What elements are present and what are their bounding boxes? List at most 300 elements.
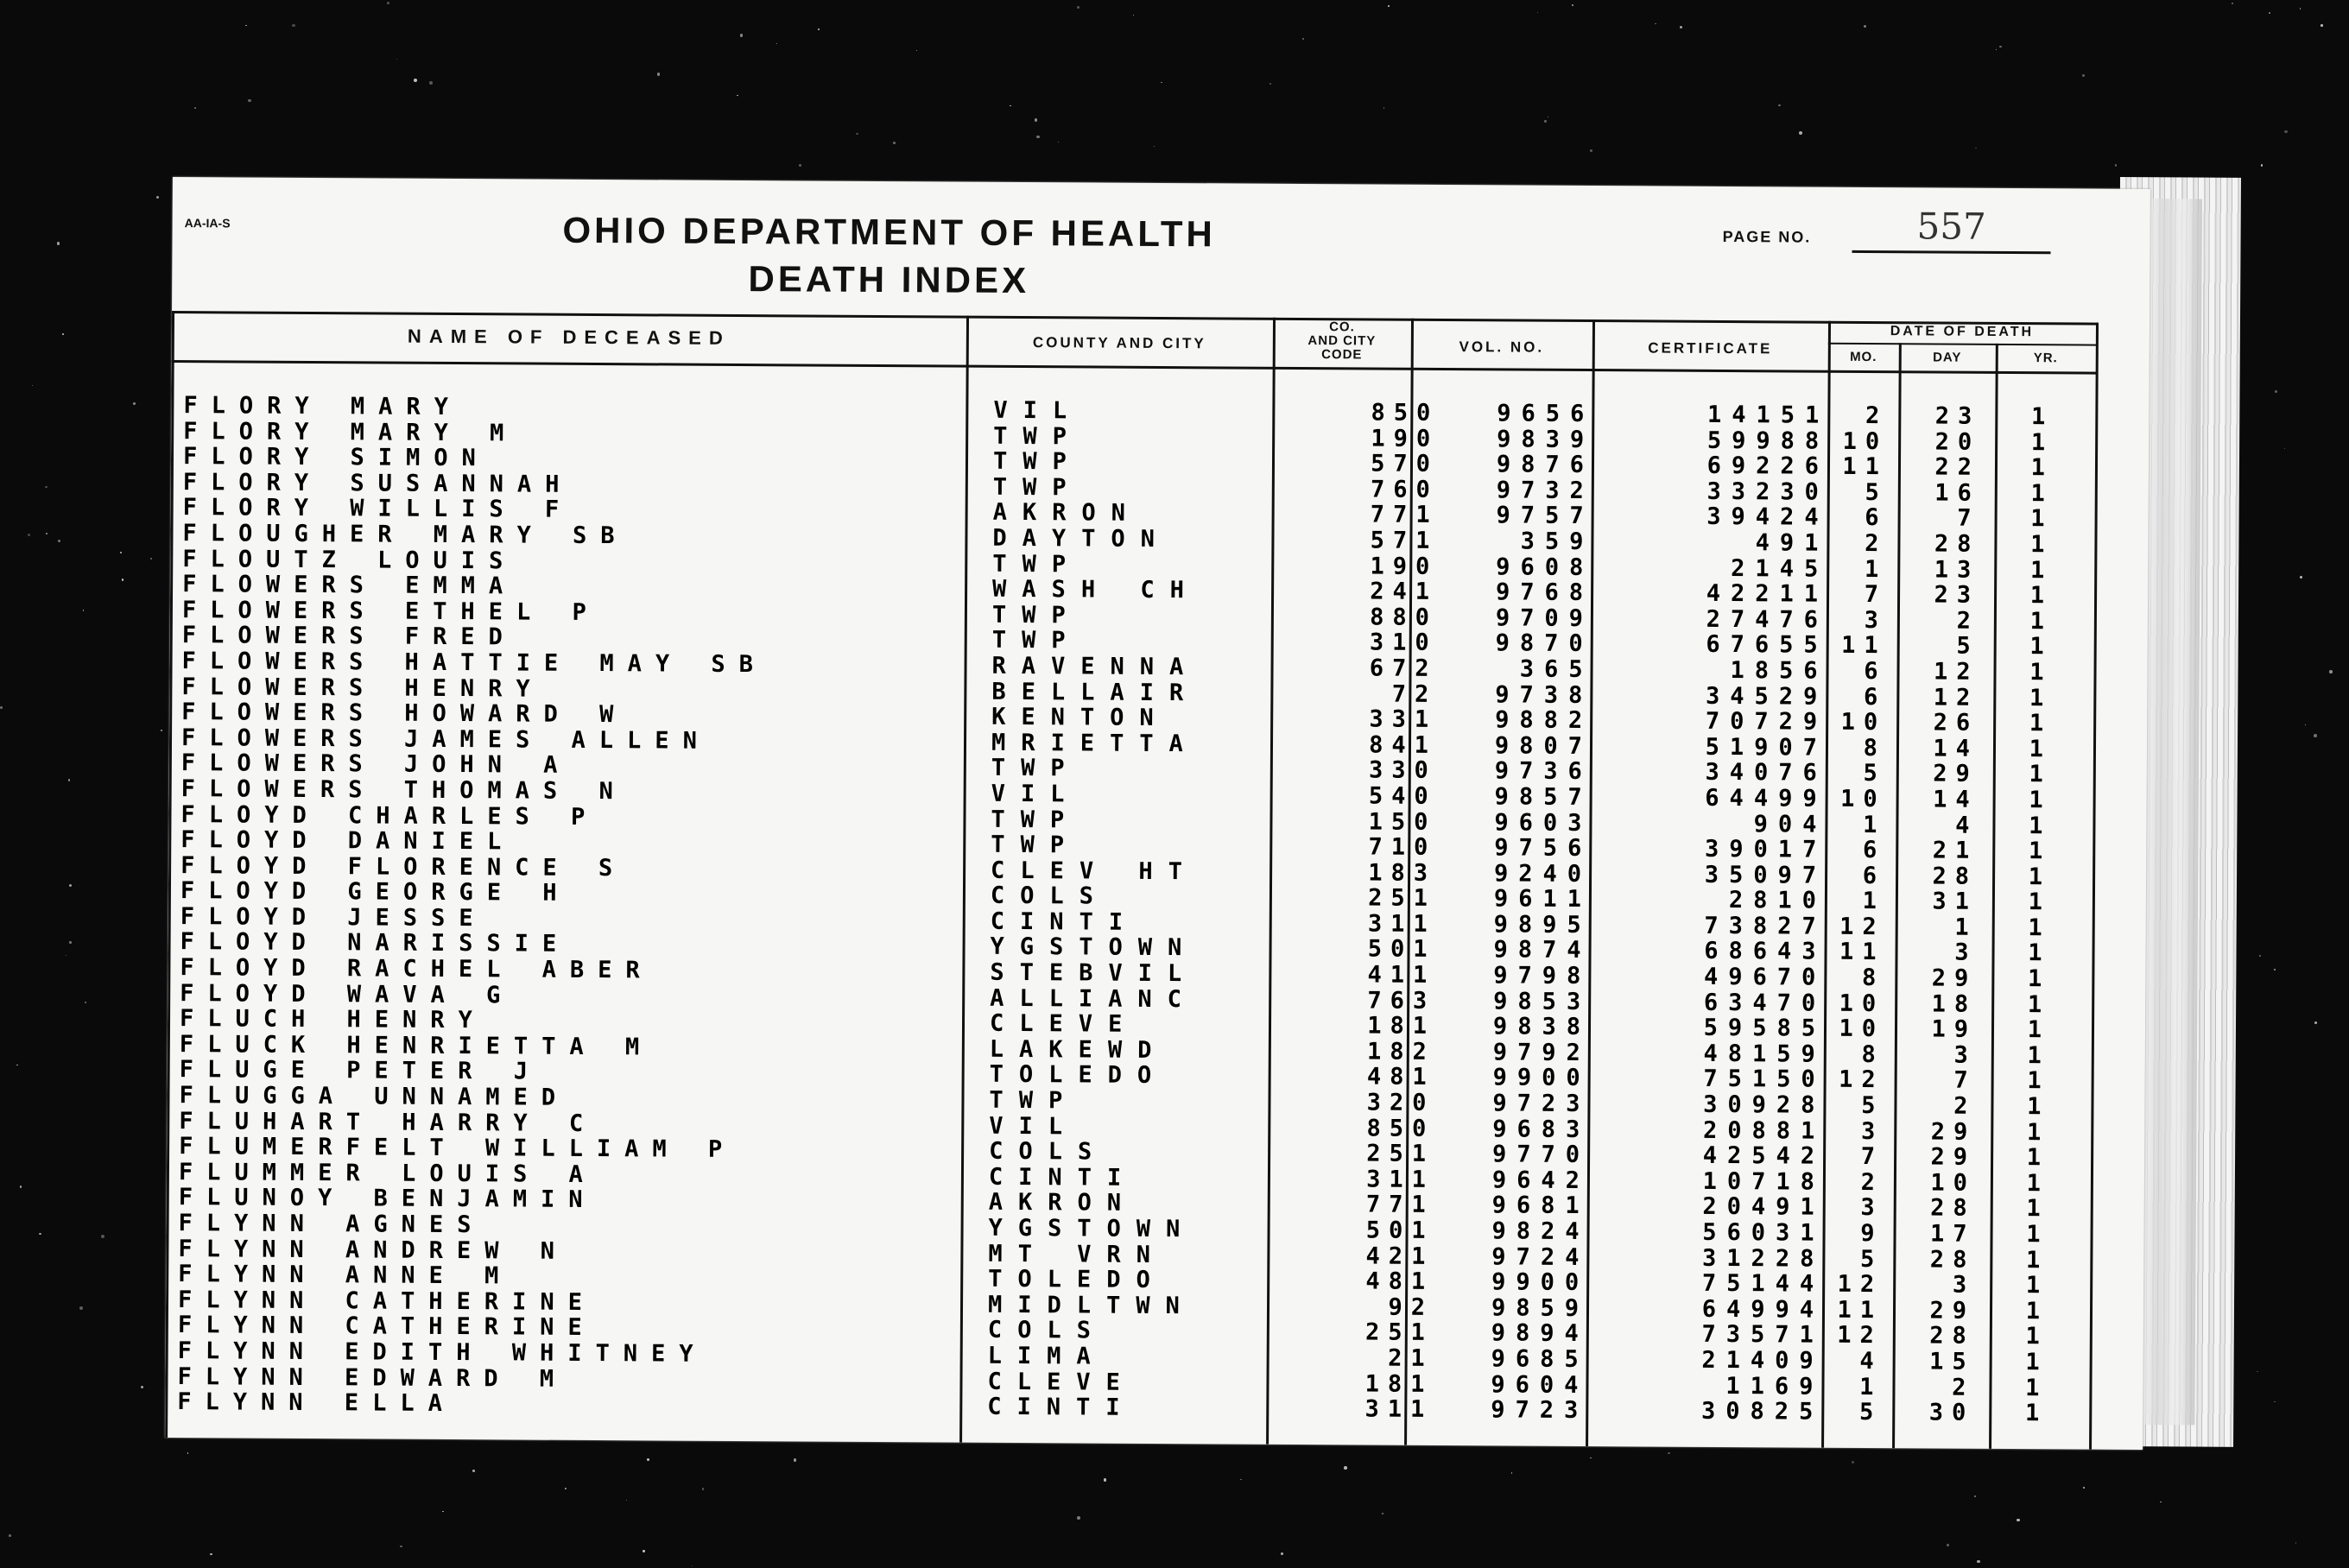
cell-vol: 9642: [1491, 1167, 1591, 1194]
cell-cert: 2145: [1731, 554, 1829, 583]
cell-vol: 9792: [1492, 1039, 1591, 1066]
cell-mo: 7: [1864, 581, 1888, 609]
cell-vol: 9611: [1493, 885, 1592, 914]
cell-mo: 4: [1859, 1347, 1883, 1375]
cell-name: FLYNN EDWARD M: [177, 1363, 568, 1393]
cell-mo: 5: [1858, 1399, 1883, 1426]
cell-name: FLYNN ANNE M: [178, 1261, 513, 1290]
page-number-label: PAGE NO.: [1722, 227, 1812, 246]
cell-vol: 359: [1520, 528, 1594, 556]
cell-yr: 1: [2030, 479, 2045, 508]
cell-name: FLUHART HARRY C: [179, 1107, 598, 1137]
cell-day: 22: [1934, 453, 1981, 481]
cell-county: TWP: [991, 755, 1080, 782]
cell-yr: 1: [2025, 1323, 2040, 1350]
cell-name: FLOYD WAVA G: [180, 979, 515, 1009]
cell-cert: 10718: [1702, 1167, 1826, 1196]
cell-county: KENTON: [991, 703, 1169, 732]
cell-cert: 73571: [1701, 1321, 1824, 1350]
cell-cert: 64499: [1705, 784, 1827, 812]
cell-mo: 6: [1862, 837, 1886, 864]
cell-mo: 1: [1859, 1373, 1883, 1400]
cell-mo: 2: [1860, 1168, 1884, 1196]
cell-vol: 9859: [1491, 1294, 1590, 1322]
cell-mo: 2: [1865, 529, 1888, 558]
cell-county: LAKEWD: [989, 1035, 1168, 1064]
cell-day: 28: [1929, 1322, 1975, 1350]
cell-day: 12: [1933, 683, 1979, 711]
cell-day: 13: [1934, 556, 1980, 584]
cell-county: TWP: [989, 1086, 1079, 1115]
cell-name: FLOWERS HOWARD W: [181, 699, 628, 729]
cell-yr: 1: [2030, 531, 2045, 559]
cell-name: FLUMERFELT WILLIAM P: [179, 1133, 737, 1164]
cell-cert: 34076: [1705, 759, 1827, 787]
header-bottom-rule: [172, 360, 2098, 375]
cell-code: 311: [1364, 1395, 1434, 1424]
cell-cert: 39424: [1706, 503, 1829, 532]
header-county: COUNTY AND CITY: [1032, 334, 1206, 352]
cell-yr: 1: [2029, 684, 2044, 711]
cell-code: 181: [1367, 1012, 1436, 1040]
cell-vol: 9603: [1494, 808, 1592, 837]
cell-county: CLEV HT: [991, 857, 1198, 885]
cell-cert: 59988: [1706, 427, 1830, 455]
cell-day: 17: [1929, 1220, 1976, 1248]
cell-cert: 73827: [1704, 912, 1827, 940]
cell-county: VIL: [993, 396, 1083, 425]
cell-county: COLS: [990, 882, 1110, 910]
cell-county: MIDLTWN: [987, 1291, 1195, 1320]
cell-mo: 5: [1865, 478, 1888, 506]
cell-vol: 9900: [1492, 1064, 1591, 1092]
cell-yr: 1: [2026, 1221, 2041, 1249]
cell-yr: 1: [2029, 582, 2045, 610]
cell-vol: 9824: [1491, 1217, 1590, 1246]
cell-day: 15: [1929, 1348, 1975, 1375]
cell-vol: 9798: [1493, 962, 1592, 990]
cell-day: 29: [1930, 1143, 1977, 1171]
cell-vol: 9838: [1492, 1013, 1592, 1041]
cell-name: FLORY SIMON: [182, 443, 490, 472]
death-index-rows: [165, 393, 2149, 1427]
cell-day: 28: [1929, 1246, 1976, 1274]
cell-code: 182: [1366, 1038, 1435, 1065]
cell-name: FLOYD RACHEL ABER: [180, 954, 654, 984]
cell-yr: 1: [2028, 965, 2042, 993]
cell-cert: 904: [1753, 810, 1827, 838]
cell-vol: 9604: [1491, 1370, 1589, 1399]
cell-mo: 1: [1863, 811, 1886, 838]
cell-yr: 1: [2030, 505, 2045, 533]
header-year: YR.: [2033, 351, 2058, 366]
cell-name: FLUMMER LOUIS A: [178, 1158, 597, 1188]
cell-mo: 11: [1841, 632, 1887, 660]
cell-mo: 11: [1842, 453, 1889, 481]
cell-day: 1: [1954, 914, 1978, 941]
cell-vol: 9895: [1493, 911, 1592, 939]
cell-name: FLOWERS ETHEL P: [181, 596, 600, 626]
cell-day: 29: [1931, 964, 1978, 992]
cell-mo: 7: [1860, 1143, 1884, 1171]
cell-mo: 6: [1863, 683, 1887, 711]
cell-county: MT VRN: [988, 1240, 1167, 1268]
cell-mo: 8: [1861, 1040, 1884, 1068]
cell-day: 19: [1931, 1015, 1978, 1044]
cell-cert: 64994: [1701, 1295, 1825, 1324]
cell-name: FLOYD CHARLES P: [180, 800, 599, 831]
cell-day: 14: [1933, 735, 1979, 762]
cell-yr: 1: [2027, 1093, 2042, 1121]
cell-mo: 12: [1837, 1270, 1884, 1299]
cell-code: 710: [1368, 833, 1437, 862]
cell-county: YGSTOWN: [988, 1214, 1196, 1243]
header-name: NAME OF DECEASED: [407, 325, 731, 349]
cell-county: STEBVIL: [990, 958, 1198, 988]
cell-yr: 1: [2028, 939, 2042, 967]
cell-yr: 1: [2029, 710, 2044, 737]
cell-mo: 12: [1837, 1322, 1883, 1350]
cell-code: 481: [1366, 1063, 1435, 1091]
page-number: 557: [1852, 205, 2050, 254]
cell-county: TWP: [991, 627, 1081, 654]
date-header-rule: [1828, 343, 2098, 346]
cell-yr: 1: [2025, 1272, 2041, 1299]
cell-mo: 1: [1864, 555, 1888, 583]
cell-vol: 9857: [1494, 783, 1592, 811]
cell-mo: 6: [1864, 657, 1887, 686]
cell-day: 29: [1929, 1297, 1976, 1325]
cell-yr: 1: [2027, 990, 2042, 1018]
cell-yr: 1: [2028, 863, 2043, 890]
header-cert: CERTIFICATE: [1648, 339, 1773, 357]
cell-vol: 9240: [1493, 860, 1592, 888]
cell-code: 92: [1388, 1293, 1434, 1321]
cell-vol: 9656: [1497, 400, 1595, 428]
cell-cert: 14151: [1706, 401, 1830, 429]
cell-county: TWP: [992, 473, 1082, 502]
cell-cert: 2810: [1728, 887, 1827, 914]
cell-yr: 1: [2027, 1067, 2042, 1095]
cell-mo: 8: [1863, 734, 1887, 762]
cell-code: 571: [1370, 527, 1439, 554]
cell-code: 190: [1371, 425, 1440, 452]
cell-yr: 1: [2030, 403, 2046, 431]
cell-cert: 51907: [1705, 733, 1828, 762]
cell-day: 26: [1933, 709, 1979, 737]
cell-cert: 20881: [1702, 1116, 1826, 1145]
cell-vol: 9757: [1496, 502, 1594, 530]
cell-county: TWP: [993, 422, 1083, 451]
cell-mo: 11: [1837, 1296, 1884, 1324]
cell-code: 150: [1368, 807, 1437, 836]
cell-vol: 9807: [1494, 732, 1593, 760]
cell-vol: 9870: [1495, 629, 1593, 658]
cell-cert: 1169: [1725, 1372, 1824, 1400]
cell-county: CLEVE: [989, 1010, 1138, 1039]
cell-name: FLOWERS THOMAS N: [180, 775, 627, 806]
cell-vol: 9681: [1491, 1192, 1590, 1220]
form-number: AA-IA-S: [184, 216, 231, 231]
cell-cert: 49670: [1703, 963, 1827, 991]
cell-name: FLUNOY BENJAMIN: [178, 1184, 597, 1214]
cell-code: 320: [1366, 1089, 1435, 1116]
cell-day: 4: [1955, 812, 1979, 839]
cell-county: CLEVE: [987, 1368, 1136, 1396]
cell-county: ALLIANC: [990, 984, 1198, 1013]
cell-day: 28: [1930, 1194, 1976, 1223]
cell-vol: 9900: [1491, 1268, 1590, 1297]
cell-code: 771: [1370, 501, 1439, 529]
cell-cert: 67655: [1706, 631, 1828, 660]
cell-county: VIL: [989, 1112, 1079, 1141]
cell-name: FLOWERS HENRY: [181, 673, 544, 703]
cell-vol: 9738: [1495, 680, 1593, 709]
cell-name: FLOUGHER MARY SB: [182, 520, 629, 550]
cell-mo: 6: [1862, 862, 1886, 889]
cell-code: 540: [1368, 782, 1437, 810]
cell-cert: 63470: [1703, 989, 1827, 1017]
cell-day: 2: [1953, 1092, 1977, 1120]
cell-code: 501: [1367, 935, 1436, 964]
cell-yr: 1: [2029, 556, 2045, 584]
cell-name: FLUGE PETER J: [179, 1056, 542, 1086]
cell-cert: 27476: [1706, 605, 1828, 634]
cell-yr: 1: [2028, 888, 2043, 916]
cell-code: 181: [1364, 1370, 1434, 1398]
cell-cert: 491: [1755, 529, 1829, 557]
cell-mo: 2: [1865, 401, 1889, 430]
cell-cert: 39017: [1704, 835, 1827, 863]
cell-mo: 3: [1864, 606, 1887, 634]
cell-code: 760: [1370, 476, 1439, 503]
cell-code: 241: [1370, 578, 1439, 606]
cell-code: 310: [1369, 629, 1438, 657]
cell-county: COLS: [987, 1317, 1106, 1345]
cell-day: 21: [1932, 837, 1979, 864]
cell-day: 7: [1957, 505, 1980, 533]
cell-cert: 31228: [1702, 1244, 1825, 1273]
cell-day: 5: [1956, 632, 1979, 661]
cell-name: FLUCH HENRY: [179, 1005, 486, 1034]
cell-name: FLORY MARY: [183, 392, 463, 421]
cell-cert: 48159: [1703, 1040, 1826, 1068]
cell-name: FLOWERS HATTIE MAY SB: [181, 648, 768, 679]
cell-cert: 75144: [1701, 1270, 1825, 1298]
cell-vol: 9709: [1495, 604, 1594, 632]
cell-day: 3: [1954, 939, 1978, 967]
cell-day: 10: [1930, 1169, 1977, 1197]
cell-day: 2: [1952, 1374, 1975, 1401]
cell-name: FLYNN CATHERINE: [177, 1286, 596, 1316]
cell-mo: 1: [1862, 888, 1886, 915]
cell-name: FLOWERS FRED: [181, 622, 516, 651]
cell-name: FLOYD JESSE: [180, 902, 487, 933]
cell-county: TOLEDO: [988, 1265, 1166, 1294]
cell-county: TWP: [992, 447, 1082, 476]
page-subtitle: DEATH INDEX: [748, 258, 1030, 301]
cell-county: VIL: [991, 780, 1080, 808]
cell-county: LIMA: [987, 1342, 1106, 1370]
cell-yr: 1: [2026, 1118, 2042, 1146]
cell-day: 29: [1933, 760, 1979, 788]
cell-code: 330: [1368, 756, 1437, 785]
cell-code: 570: [1371, 450, 1440, 478]
cell-day: 20: [1934, 428, 1981, 456]
cell-county: TWP: [991, 806, 1080, 833]
cell-code: 421: [1365, 1242, 1434, 1270]
cell-vol: 9683: [1492, 1115, 1591, 1143]
cell-code: 501: [1365, 1217, 1434, 1244]
cell-vol: 9685: [1491, 1345, 1589, 1374]
cell-code: 672: [1369, 654, 1438, 682]
page-title: OHIO DEPARTMENT OF HEALTH: [562, 209, 1216, 255]
cell-cert: 34529: [1705, 682, 1828, 711]
cell-vol: 9756: [1494, 834, 1592, 863]
index-page: [165, 177, 2150, 1450]
cell-county: TWP: [991, 831, 1080, 859]
cell-vol: 9608: [1496, 553, 1594, 581]
cell-cert: 35097: [1704, 861, 1827, 889]
cell-mo: 10: [1842, 427, 1889, 455]
cell-code: 190: [1370, 553, 1439, 580]
cell-cert: 42542: [1702, 1142, 1826, 1170]
cell-county: TWP: [992, 550, 1082, 578]
header-vol: VOL. NO.: [1459, 338, 1545, 356]
cell-cert: 21409: [1701, 1346, 1824, 1375]
header-date: DATE OF DEATH: [1890, 324, 2035, 340]
cell-code: 841: [1369, 731, 1438, 759]
cell-code: 771: [1365, 1191, 1434, 1219]
cell-county: COLS: [989, 1138, 1108, 1166]
cell-code: 251: [1368, 884, 1437, 913]
cell-county: CINTI: [988, 1163, 1137, 1192]
cell-name: FLORY MARY M: [183, 417, 518, 447]
cell-mo: 5: [1861, 1091, 1884, 1120]
cell-code: 850: [1371, 399, 1440, 427]
cell-day: 14: [1933, 786, 1979, 813]
cell-county: CINTI: [990, 907, 1139, 936]
cell-cert: 59585: [1703, 1015, 1827, 1042]
cell-day: 3: [1952, 1271, 1976, 1299]
cell-mo: 10: [1840, 708, 1887, 737]
cell-name: FLORY WILLIS F: [182, 494, 573, 524]
cell-name: FLOYD GEORGE H: [180, 877, 571, 907]
cell-day: 30: [1928, 1399, 1975, 1426]
cell-day: 7: [1953, 1067, 1977, 1095]
cell-yr: 1: [2027, 1016, 2042, 1044]
cell-day: 18: [1931, 990, 1978, 1018]
header-day: DAY: [1933, 350, 1962, 365]
cell-name: FLOWERS JAMES ALLEN: [180, 724, 711, 755]
cell-mo: 5: [1863, 760, 1886, 787]
cell-name: FLOWERS JOHN A: [180, 749, 572, 780]
cell-day: 23: [1934, 402, 1981, 430]
cell-mo: 8: [1862, 964, 1885, 992]
cell-yr: 1: [2029, 761, 2043, 788]
cell-name: FLYNN ELLA: [177, 1388, 456, 1418]
cell-yr: 1: [2026, 1144, 2042, 1172]
cell-county: YGSTOWN: [990, 933, 1198, 962]
cell-vol: 9768: [1495, 579, 1594, 607]
cell-name: FLOYD FLORENCE S: [180, 851, 627, 882]
cell-code: 72: [1391, 680, 1438, 708]
cell-yr: 1: [2024, 1400, 2040, 1427]
cell-cert: 68643: [1704, 938, 1827, 966]
cell-mo: 5: [1860, 1245, 1884, 1273]
cell-name: FLUCK HENRIETTA M: [179, 1030, 654, 1061]
cell-name: FLOYD NARISSIE: [180, 928, 571, 958]
cell-code: 331: [1369, 705, 1438, 734]
cell-yr: 1: [2029, 735, 2044, 762]
cell-day: 31: [1932, 888, 1979, 916]
cell-yr: 1: [2029, 633, 2044, 661]
cell-name: FLORY SUSANNAH: [182, 468, 573, 498]
cell-vol: 9853: [1493, 988, 1592, 1015]
cell-cert: 33230: [1706, 477, 1829, 506]
cell-cert: 56031: [1702, 1218, 1825, 1247]
cell-code: 251: [1364, 1318, 1434, 1347]
cell-yr: 1: [2025, 1297, 2041, 1325]
cell-yr: 1: [2027, 1041, 2042, 1070]
cell-yr: 1: [2029, 812, 2043, 839]
cell-mo: 12: [1839, 1066, 1884, 1094]
cell-vol: 9724: [1491, 1242, 1590, 1271]
cell-vol: 9723: [1491, 1396, 1589, 1425]
cell-day: 12: [1933, 658, 1979, 686]
cell-day: 3: [1953, 1041, 1977, 1069]
cell-vol: 9732: [1496, 477, 1594, 504]
cell-yr: 1: [2030, 428, 2046, 456]
cell-mo: 12: [1839, 913, 1885, 941]
cell-mo: 10: [1839, 989, 1885, 1017]
cell-name: FLOYD DANIEL: [180, 826, 516, 856]
cell-vol: 9723: [1492, 1090, 1591, 1118]
cell-vol: 9876: [1496, 451, 1595, 479]
cell-county: AKRON: [992, 499, 1142, 528]
cell-county: AKRON: [988, 1189, 1137, 1217]
header-month: MO.: [1850, 349, 1877, 365]
cell-mo: 10: [1840, 785, 1886, 813]
cell-vol: 9736: [1494, 757, 1592, 786]
cell-county: DAYTON: [992, 524, 1171, 553]
cell-vol: 9874: [1493, 936, 1592, 964]
cell-mo: 3: [1860, 1117, 1884, 1145]
cell-yr: 1: [2029, 659, 2044, 686]
cell-county: CINTI: [987, 1393, 1136, 1421]
cell-day: 29: [1930, 1118, 1977, 1146]
cell-code: 311: [1366, 1166, 1435, 1193]
cell-mo: 3: [1860, 1194, 1884, 1222]
cell-county: TOLEDO: [989, 1061, 1168, 1090]
cell-name: FLYNN ANDREW N: [178, 1235, 569, 1265]
cell-county: MRIETTA: [991, 729, 1199, 757]
cell-vol: 9770: [1491, 1141, 1591, 1169]
cell-yr: 1: [2029, 787, 2043, 814]
cell-cert: 1856: [1730, 656, 1828, 685]
cell-yr: 1: [2025, 1374, 2040, 1401]
cell-yr: 1: [2025, 1349, 2040, 1376]
cell-vol: 9882: [1495, 706, 1593, 735]
cell-code: 481: [1365, 1268, 1434, 1296]
cell-county: RAVENNA: [991, 652, 1200, 681]
cell-cert: 30825: [1700, 1397, 1824, 1426]
cell-cert: 69226: [1706, 452, 1830, 480]
cell-county: BELLAIR: [991, 678, 1200, 706]
cell-code: 21: [1388, 1344, 1434, 1372]
cell-cert: 20491: [1702, 1193, 1825, 1222]
cell-day: 2: [1956, 607, 1979, 635]
